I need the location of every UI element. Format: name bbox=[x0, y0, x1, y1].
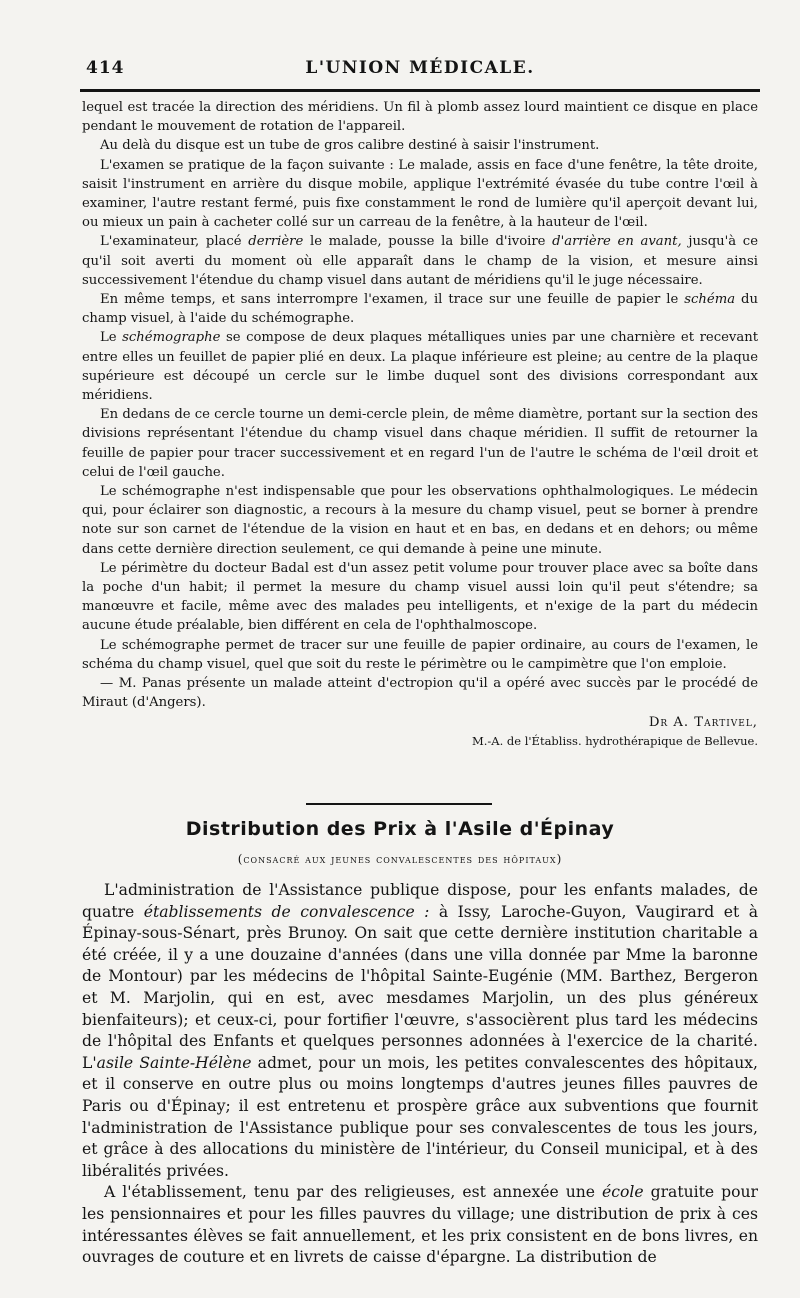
text-run: L'administration de l'Assistance publique dispose, pour les enfants malades, de quatre bbox=[82, 881, 758, 921]
text-run: Le bbox=[100, 330, 123, 346]
paragraph: Le schémographe permet de tracer sur une feuille de papier ordinaire, au cours de l'examen, le schéma du champ visuel, quel que soit du reste le périmètre ou le campimètre que l'on emploie. bbox=[82, 637, 758, 672]
italic-run: d'arrière en avant, bbox=[552, 234, 682, 250]
text-run: A l'établissement, tenu par des religieuses, est annexée une bbox=[104, 1183, 603, 1202]
italic-run: école bbox=[602, 1183, 644, 1202]
paragraph bbox=[82, 328, 758, 405]
text-run: admet, pour un mois, les petites convalescentes des hôpitaux, et il conserve en outre plus ou moins longtemps d'autres jeunes filles pauvres de Paris ou d'Épinay; il est entretenu et prospère grâce aux subventions que fournit l'administration de l'Assistance publique pour ses convalescentes de tous les jours, et grâce à des allocations du ministère de l'intérieur, du Conseil municipal, et à des libéralités privées. bbox=[82, 1053, 758, 1180]
signature bbox=[82, 713, 758, 732]
signature-affiliation: M.-A. de l'Établiss. hydrothérapique de Bellevue. bbox=[471, 733, 758, 748]
text-run: le malade, pousse la bille d'ivoire bbox=[303, 234, 553, 250]
section-divider bbox=[306, 803, 492, 805]
section2-body bbox=[82, 880, 758, 1269]
section-title: Distribution des Prix à l'Asile d'Épinay bbox=[185, 818, 615, 840]
section-subtitle: (consacré aux jeunes convalescentes des hôpitaux) bbox=[237, 852, 563, 866]
paragraph bbox=[82, 1182, 758, 1268]
text-run: du champ visuel, à l'aide du schémographe. bbox=[82, 292, 758, 327]
running-title: L'UNION MÉDICALE. bbox=[305, 58, 535, 78]
text-run: jusqu'à ce qu'il soit averti du moment où elle apparaît dans le champ de la vision, et mesure ainsi successivement l'étendue du champ visuel dans autant de méridiens qu'il le juge nécessaire. bbox=[82, 234, 758, 288]
paragraph: — M. Panas présente un malade atteint d'ectropion qu'il a opéré avec succès par le procédé de Miraut (d'Angers). bbox=[82, 676, 758, 711]
italic-run: schémographe bbox=[122, 330, 221, 346]
text-run: à Issy, Laroche-Guyon, Vaugirard et à Épinay-sous-Sénart, près Brunoy. On sait que cette dernière institution charitable a été créée, il y a une douzaine d'années (dans une villa donnée par Mme la baronne de Montour) par les médecins de l'hôpital Sainte-Eugénie (MM. Barthez, Bergeron et M. Marjolin, qui en est, avec mesdames Marjolin, un des plus généreux bienfaiteurs); et ceux-ci, pour fortifier l'œuvre, s'associèrent plus tard les médecins de l'hôpital des Enfants et quelques personnes adonnées à l'exercice de la charité. L' bbox=[82, 902, 758, 1072]
paragraph bbox=[82, 290, 758, 328]
page-header bbox=[80, 50, 760, 90]
italic-run: établissements de convalescence : bbox=[143, 902, 430, 921]
italic-run: derrière bbox=[248, 234, 304, 250]
paragraph: L'examen se pratique de la façon suivante : Le malade, assis en face d'une fenêtre, la tête droite, saisit l'instrument en arrière du disque mobile, applique l'extrémité évasée du tube contre l'œil à examiner, l'autre restant fermé, puis fixe constamment le rond de lumière qu'il aperçoit devant lui, ou mieux un pain à cacheter collé sur un carreau de la fenêtre, à la hauteur de l'œil. bbox=[82, 157, 758, 231]
text-run: L'examinateur, placé bbox=[100, 234, 249, 250]
text-run: gratuite pour les pensionnaires et pour les filles pauvres du village; une distribution de prix à ces intéressantes élèves se fait annuellement, et les prix consistent en de bons livres, en ouvrages de couture et en livrets de caisse d'épargne. La distribution de bbox=[82, 1183, 758, 1267]
italic-run: asile Sainte-Hélène bbox=[96, 1053, 252, 1072]
italic-run: schéma bbox=[684, 292, 736, 308]
text-run: En même temps, et sans interrompre l'examen, il trace sur une feuille de papier le bbox=[100, 292, 685, 308]
paragraph: En dedans de ce cercle tourne un demi-cercle plein, de même diamètre, portant sur la section des divisions représentant l'étendue du champ visuel dans chaque méridien. Il suffit de retourner la feuille de papier pour tracer successivement et en regard l'un de l'autre le schéma de l'œil droit et celui de l'œil gauche. bbox=[82, 407, 758, 480]
text-run: se compose de deux plaques métalliques unies par une charnière et recevant entre elles un feuillet de papier plié en deux. La plaque inférieure est pleine; au centre de la plaque supérieure est découpé un cercle sur le limbe duquel sont des divisions correspondant aux méridiens. bbox=[82, 330, 758, 404]
paragraph bbox=[82, 232, 758, 290]
paragraph bbox=[82, 880, 758, 1182]
section1-body bbox=[82, 98, 758, 751]
paragraph: Le schémographe n'est indispensable que pour les observations ophthalmologiques. Le médecin qui, pour éclairer son diagnostic, a recours à la mesure du champ visuel, peut se borner à prendre note sur son carnet de l'étendue de la vision en haut et en bas, en dedans et en dehors; ou même dans cette dernière direction seulement, ce qui demande à peine une minute. bbox=[82, 484, 758, 557]
signature-name: Dr A. Tartivel, bbox=[648, 714, 758, 730]
page-number: 414 bbox=[86, 58, 125, 78]
paragraph: Au delà du disque est un tube de gros calibre destiné à saisir l'instrument. bbox=[100, 138, 600, 154]
header-rule bbox=[80, 89, 760, 92]
paragraph: Le périmètre du docteur Badal est d'un assez petit volume pour trouver place avec sa boîte dans la poche d'un habit; il permet la mesure du champ visuel aussi loin qu'il peut s'étendre; sa manœuvre et facile, même avec des malades peu intelligents, et n'exige de la part du médecin aucune étude préalable, bien différent en cela de l'ophthalmoscope. bbox=[82, 560, 758, 634]
paragraph: lequel est tracée la direction des méridiens. Un fil à plomb assez lourd maintient ce disque en place pendant le mouvement de rotation de l'appareil. bbox=[82, 100, 758, 135]
